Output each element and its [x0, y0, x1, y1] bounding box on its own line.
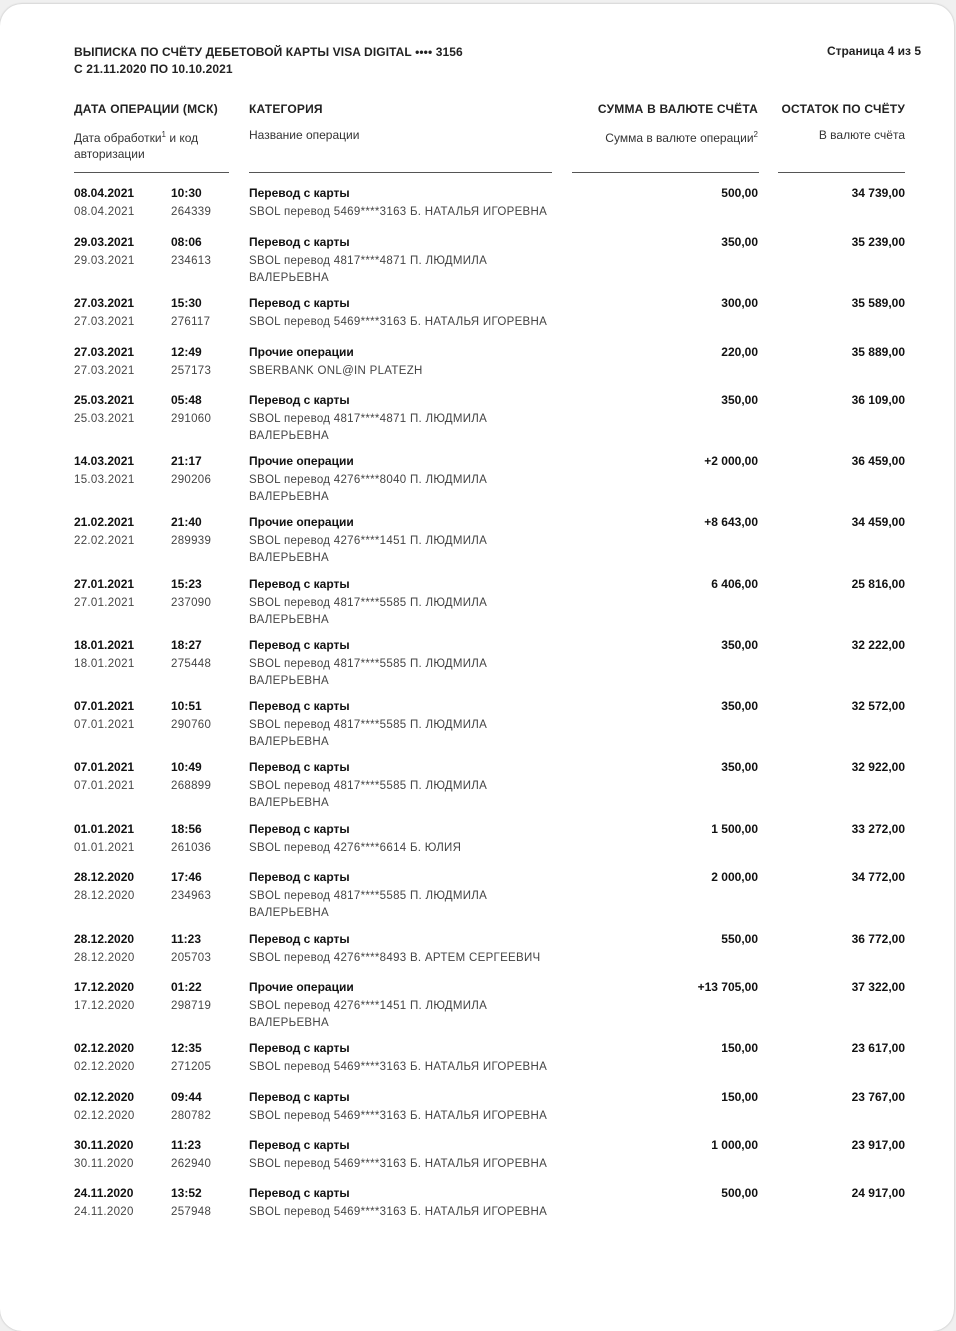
divider-amount: [572, 172, 759, 173]
auth-code: 234963: [171, 890, 212, 902]
description: SBOL перевод 4817****5585 П. ЛЮДМИЛА ВАЛЕРЬЕВНА: [249, 890, 488, 919]
balance: 35 889,00: [851, 345, 905, 359]
balance: 36 109,00: [851, 393, 905, 407]
operation-time: 17:46: [171, 870, 202, 884]
category: Перевод с карты: [249, 870, 350, 884]
column-subheader-date: [74, 127, 224, 162]
statement-title-line1: ВЫПИСКА ПО СЧЁТУ ДЕБЕТОВОЙ КАРТЫ VISA DIGITAL •••• 3156: [74, 45, 463, 59]
processing-date: 27.03.2021: [74, 365, 135, 377]
operation-time: 12:35: [171, 1041, 202, 1055]
amount: 350,00: [721, 760, 758, 774]
category: Перевод с карты: [249, 186, 350, 200]
column-subheader-amount: [605, 127, 758, 146]
amount: 350,00: [721, 235, 758, 249]
statement-period: С 21.11.2020 ПО 10.10.2021: [74, 62, 233, 76]
balance: 34 739,00: [851, 186, 905, 200]
balance: 36 772,00: [851, 932, 905, 946]
table-row: [0, 698, 954, 758]
category: Перевод с карты: [249, 1041, 350, 1055]
operation-time: 15:23: [171, 577, 202, 591]
table-row: [0, 869, 954, 929]
auth-code: 268899: [171, 780, 212, 792]
processing-date: 07.01.2021: [74, 780, 135, 792]
description: SBOL перевод 4276****1451 П. ЛЮДМИЛА ВАЛЕРЬЕВНА: [249, 1000, 488, 1029]
processing-date: 07.01.2021: [74, 719, 135, 731]
category: Перевод с карты: [249, 699, 350, 713]
description: SBOL перевод 4817****5585 П. ЛЮДМИЛА ВАЛЕРЬЕВНА: [249, 719, 488, 748]
divider-balance: [778, 172, 905, 173]
processing-date: 08.04.2021: [74, 206, 135, 218]
table-row: [0, 392, 954, 452]
operation-date: 28.12.2020: [74, 932, 135, 946]
auth-code: 264339: [171, 206, 212, 218]
amount: +13 705,00: [697, 980, 758, 994]
amount: 350,00: [721, 699, 758, 713]
auth-code: 290760: [171, 719, 212, 731]
operation-date: 27.03.2021: [74, 345, 135, 359]
description: SBOL перевод 5469****3163 Б. НАТАЛЬЯ ИГОРЕВНА: [249, 316, 548, 328]
operation-time: 09:44: [171, 1090, 202, 1104]
auth-code: 298719: [171, 1000, 212, 1012]
amount-sub-label: Сумма в валюте операции: [605, 131, 754, 145]
amount: +2 000,00: [704, 454, 758, 468]
category: Прочие операции: [249, 980, 354, 994]
amount: 500,00: [721, 186, 758, 200]
balance: 24 917,00: [851, 1186, 905, 1200]
processing-date: 17.12.2020: [74, 1000, 135, 1012]
amount: 350,00: [721, 393, 758, 407]
category: Перевод с карты: [249, 1186, 350, 1200]
processing-date: 27.03.2021: [74, 316, 135, 328]
column-header-date: ДАТА ОПЕРАЦИИ (МСК): [74, 102, 218, 116]
operation-time: 11:23: [171, 1138, 202, 1152]
operation-date: 25.03.2021: [74, 393, 135, 407]
column-subheader-balance: В валюте счёта: [818, 128, 905, 142]
operation-time: 08:06: [171, 235, 202, 249]
balance: 34 772,00: [851, 870, 905, 884]
amount: 150,00: [721, 1041, 758, 1055]
balance: 23 917,00: [851, 1138, 905, 1152]
processing-date: 15.03.2021: [74, 474, 135, 486]
amount: 2 000,00: [711, 870, 758, 884]
amount: +8 643,00: [704, 515, 758, 529]
table-row: [0, 759, 954, 819]
auth-code: 275448: [171, 658, 212, 670]
processing-date: 01.01.2021: [74, 842, 135, 854]
operation-time: 10:51: [171, 699, 202, 713]
category: Перевод с карты: [249, 822, 350, 836]
table-row: [0, 234, 954, 294]
table-row: [0, 637, 954, 697]
processing-date: 02.12.2020: [74, 1110, 135, 1122]
description: SBOL перевод 4817****5585 П. ЛЮДМИЛА ВАЛЕРЬЕВНА: [249, 597, 488, 626]
auth-code: 291060: [171, 413, 212, 425]
operation-date: 08.04.2021: [74, 186, 135, 200]
category: Перевод с карты: [249, 296, 350, 310]
balance: 32 922,00: [851, 760, 905, 774]
operation-date: 24.11.2020: [74, 1186, 134, 1200]
processing-date: 28.12.2020: [74, 890, 135, 902]
description: SBOL перевод 4276****8493 В. АРТЕМ СЕРГЕЕВИЧ: [249, 952, 541, 964]
description: SBOL перевод 4276****6614 Б. ЮЛИЯ: [249, 842, 462, 854]
processing-date: 25.03.2021: [74, 413, 135, 425]
amount: 6 406,00: [711, 577, 758, 591]
category: Перевод с карты: [249, 577, 350, 591]
category: Прочие операции: [249, 454, 354, 468]
operation-date: 27.03.2021: [74, 296, 135, 310]
processing-date: 22.02.2021: [74, 535, 135, 547]
auth-code: 280782: [171, 1110, 212, 1122]
amount: 1 500,00: [711, 822, 758, 836]
column-header-balance: ОСТАТОК ПО СЧЁТУ: [781, 102, 905, 116]
auth-code: 261036: [171, 842, 212, 854]
processing-date: 29.03.2021: [74, 255, 135, 267]
amount: 220,00: [721, 345, 758, 359]
statement-page: [0, 4, 954, 1331]
statement-title: [74, 44, 463, 78]
processing-date: 30.11.2020: [74, 1158, 134, 1170]
table-row: [0, 979, 954, 1039]
operation-time: 10:49: [171, 760, 202, 774]
description: SBOL перевод 5469****3163 Б. НАТАЛЬЯ ИГОРЕВНА: [249, 1110, 548, 1122]
category: Перевод с карты: [249, 760, 350, 774]
table-row: [0, 514, 954, 574]
processing-date: 28.12.2020: [74, 952, 135, 964]
category: Перевод с карты: [249, 393, 350, 407]
footnote-1-marker: 1: [161, 130, 166, 139]
description: SBOL перевод 5469****3163 Б. НАТАЛЬЯ ИГОРЕВНА: [249, 206, 548, 218]
column-header-category: КАТЕГОРИЯ: [249, 102, 323, 116]
page-number: Страница 4 из 5: [826, 44, 921, 58]
operation-time: 10:30: [171, 186, 202, 200]
operation-date: 07.01.2021: [74, 760, 135, 774]
operation-date: 07.01.2021: [74, 699, 135, 713]
balance: 23 767,00: [851, 1090, 905, 1104]
operation-date: 14.03.2021: [74, 454, 135, 468]
processing-date: 02.12.2020: [74, 1061, 135, 1073]
operation-date: 29.03.2021: [74, 235, 135, 249]
operation-date: 28.12.2020: [74, 870, 135, 884]
balance: 34 459,00: [851, 515, 905, 529]
balance: 35 589,00: [851, 296, 905, 310]
category: Прочие операции: [249, 515, 354, 529]
operation-time: 21:17: [171, 454, 202, 468]
balance: 32 222,00: [851, 638, 905, 652]
amount: 350,00: [721, 638, 758, 652]
category: Перевод с карты: [249, 932, 350, 946]
table-row: [0, 453, 954, 513]
amount: 500,00: [721, 1186, 758, 1200]
balance: 37 322,00: [851, 980, 905, 994]
balance: 33 272,00: [851, 822, 905, 836]
auth-code: 257173: [171, 365, 212, 377]
auth-code: 289939: [171, 535, 212, 547]
column-subheader-category: Название операции: [249, 128, 360, 142]
operation-time: 15:30: [171, 296, 202, 310]
description: SBOL перевод 4817****4871 П. ЛЮДМИЛА ВАЛЕРЬЕВНА: [249, 413, 488, 442]
auth-code: 290206: [171, 474, 212, 486]
operation-time: 21:40: [171, 515, 202, 529]
operation-date: 18.01.2021: [74, 638, 135, 652]
auth-code: 205703: [171, 952, 212, 964]
auth-code: 257948: [171, 1206, 212, 1218]
divider-category: [249, 172, 552, 173]
footnote-2-marker: 2: [753, 130, 758, 139]
balance: 36 459,00: [851, 454, 905, 468]
processing-date: 24.11.2020: [74, 1206, 134, 1218]
amount: 550,00: [721, 932, 758, 946]
table-row: [0, 1185, 954, 1245]
balance: 25 816,00: [851, 577, 905, 591]
balance: 35 239,00: [851, 235, 905, 249]
balance: 23 617,00: [851, 1041, 905, 1055]
divider-date: [74, 172, 229, 173]
description: SBOL перевод 4817****5585 П. ЛЮДМИЛА ВАЛЕРЬЕВНА: [249, 658, 488, 687]
auth-code: 276117: [171, 316, 211, 328]
category: Перевод с карты: [249, 235, 350, 249]
auth-code: 262940: [171, 1158, 212, 1170]
column-header-amount: СУММА В ВАЛЮТЕ СЧЁТА: [597, 102, 758, 116]
description: SBOL перевод 5469****3163 Б. НАТАЛЬЯ ИГОРЕВНА: [249, 1061, 548, 1073]
auth-code: 237090: [171, 597, 212, 609]
operation-time: 13:52: [171, 1186, 202, 1200]
category: Прочие операции: [249, 345, 354, 359]
description: SBOL перевод 5469****3163 Б. НАТАЛЬЯ ИГОРЕВНА: [249, 1206, 548, 1218]
description: SBOL перевод 4276****1451 П. ЛЮДМИЛА ВАЛЕРЬЕВНА: [249, 535, 488, 564]
auth-code: 234613: [171, 255, 212, 267]
amount: 150,00: [721, 1090, 758, 1104]
category: Перевод с карты: [249, 1090, 350, 1104]
operation-date: 01.01.2021: [74, 822, 135, 836]
description: SBOL перевод 4817****5585 П. ЛЮДМИЛА ВАЛЕРЬЕВНА: [249, 780, 488, 809]
processing-date: 18.01.2021: [74, 658, 135, 670]
category: Перевод с карты: [249, 638, 350, 652]
amount: 1 000,00: [711, 1138, 758, 1152]
date-sub-label: Дата обработки: [74, 131, 162, 145]
processing-date: 27.01.2021: [74, 597, 135, 609]
operation-time: 12:49: [171, 345, 202, 359]
operation-date: 02.12.2020: [74, 1090, 135, 1104]
operation-date: 30.11.2020: [74, 1138, 134, 1152]
auth-code: 271205: [171, 1061, 212, 1073]
operation-time: 18:56: [171, 822, 202, 836]
table-row: [0, 576, 954, 636]
balance: 32 572,00: [851, 699, 905, 713]
operation-time: 01:22: [171, 980, 202, 994]
description: SBOL перевод 4817****4871 П. ЛЮДМИЛА ВАЛЕРЬЕВНА: [249, 255, 488, 284]
operation-time: 18:27: [171, 638, 202, 652]
operation-time: 05:48: [171, 393, 202, 407]
description: SBOL перевод 4276****8040 П. ЛЮДМИЛА ВАЛЕРЬЕВНА: [249, 474, 488, 503]
operation-date: 02.12.2020: [74, 1041, 135, 1055]
operation-date: 21.02.2021: [74, 515, 135, 529]
operation-date: 27.01.2021: [74, 577, 135, 591]
description: SBERBANK ONL@IN PLATEZH: [249, 365, 423, 377]
category: Перевод с карты: [249, 1138, 350, 1152]
amount: 300,00: [721, 296, 758, 310]
operation-date: 17.12.2020: [74, 980, 135, 994]
operation-time: 11:23: [171, 932, 202, 946]
date-sub-label-rest: и код авторизации: [74, 131, 199, 161]
description: SBOL перевод 5469****3163 Б. НАТАЛЬЯ ИГОРЕВНА: [249, 1158, 548, 1170]
